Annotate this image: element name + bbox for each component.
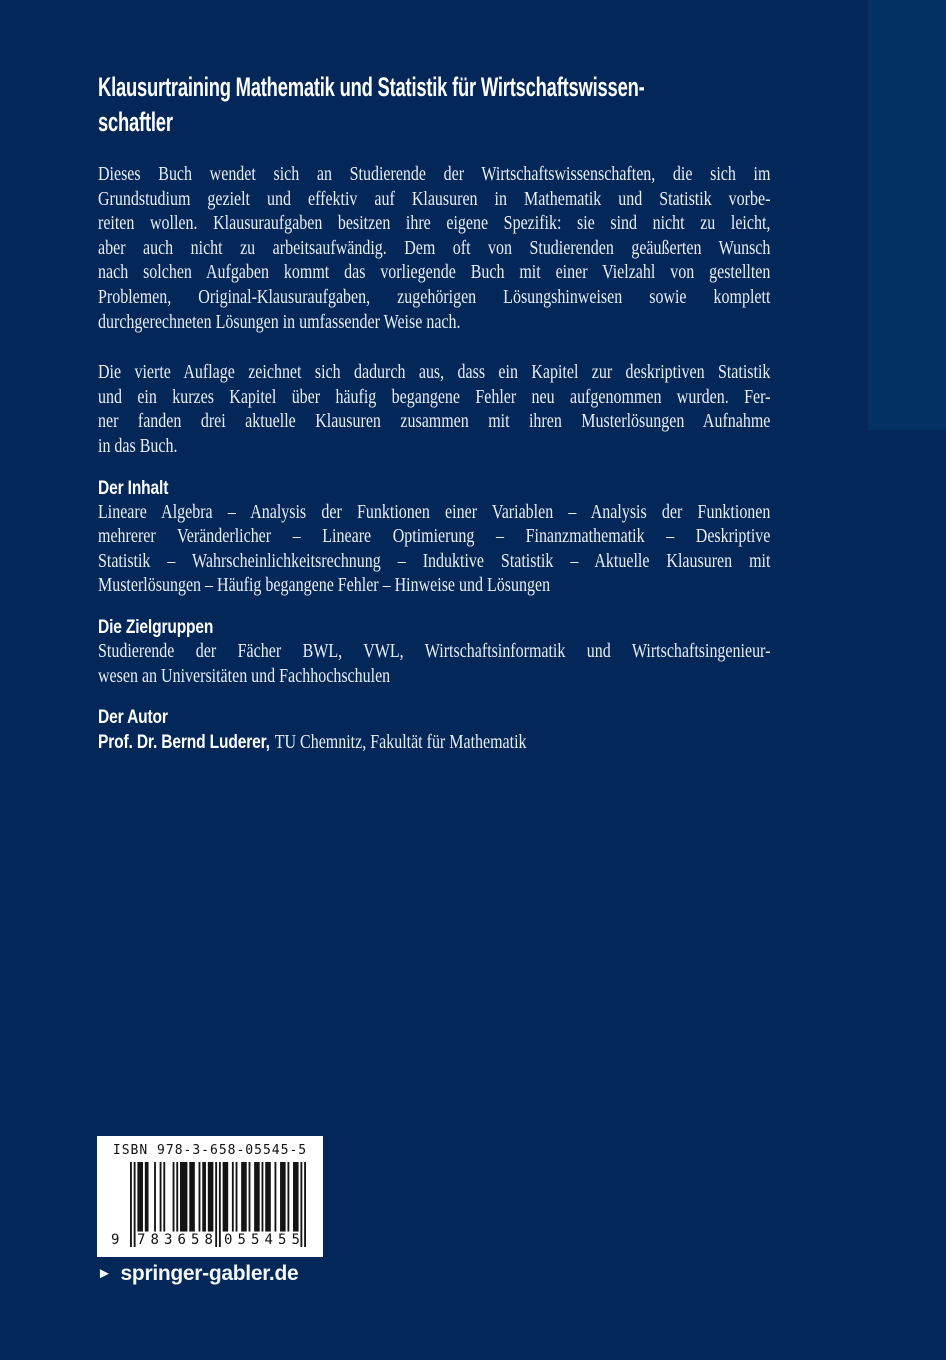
text-line: Lineare Algebra – Analysis der Funktionen einer Variablen – Analysis der Funktionen xyxy=(98,501,771,523)
text-line: wesen an Universitäten und Fachhochschulen xyxy=(98,665,391,687)
barcode-digits-left: 7 8 3 6 5 8 xyxy=(137,1232,213,1248)
publisher-url: springer-gabler.de xyxy=(120,1262,299,1285)
edge-stripe xyxy=(868,0,946,430)
text-line: ner fanden drei aktuelle Klausuren zusammen mit ihren Musterlösungen Aufnahme xyxy=(98,411,771,433)
book-title-line-2: schaftler xyxy=(98,107,173,137)
book-title xyxy=(98,70,770,140)
text-line: Die vierte Auflage zeichnet sich dadurch aus, dass ein Kapitel zur deskriptiven Statistik xyxy=(98,362,771,384)
text-line: Studierende der Fächer BWL, VWL, Wirtschaftsinformatik und Wirtschaftsingenieur- xyxy=(98,640,771,662)
publisher-link xyxy=(97,1261,298,1287)
barcode-digit-leading: 9 xyxy=(111,1232,120,1248)
section-heading-audience: Die Zielgruppen xyxy=(98,616,214,638)
author-name: Prof. Dr. Bernd Luderer, xyxy=(98,732,270,754)
text-line: und ein kurzes Kapitel über häufig begangene Fehler neu aufgenommen wurden. Fer- xyxy=(98,386,771,408)
author-affiliation: TU Chemnitz, Fakultät für Mathematik xyxy=(274,732,527,754)
isbn-number: ISBN 978-3-658-05545-5 xyxy=(112,1143,308,1158)
text-line: Problemen, Original-Klausuraufgaben, zugehörigen Lösungshinweisen sowie komplett xyxy=(98,286,771,308)
arrow-icon: ► xyxy=(97,1265,112,1282)
text-line: Musterlösungen – Häufig begangene Fehler – Hinweise und Lösungen xyxy=(98,575,551,597)
book-title-line-1: Klausurtraining Mathematik und Statistik für Wirtschaftswissen- xyxy=(98,72,645,102)
text-line: Statistik – Wahrscheinlichkeitsrechnung – Induktive Statistik – Aktuelle Klausuren mit xyxy=(98,550,771,572)
text-line: nach solchen Aufgaben kommt das vorliegende Buch mit einer Vielzahl von gestellten xyxy=(98,262,771,284)
isbn-barcode-block xyxy=(97,1136,323,1257)
text-line: Dieses Buch wendet sich an Studierende der Wirtschaftswissenschaften, die sich im xyxy=(98,164,771,185)
text-line: aber auch nicht zu arbeitsaufwändig. Dem oft von Studierenden geäußerten Wunsch xyxy=(98,237,771,259)
barcode-digits-right: 0 5 5 4 5 5 xyxy=(224,1232,300,1248)
text-line: durchgerechneten Lösungen in umfassender Weise nach. xyxy=(98,311,461,333)
section-heading-content: Der Inhalt xyxy=(98,477,169,499)
section-content-text xyxy=(98,501,770,599)
text-line: mehrerer Veränderlicher – Lineare Optimierung – Finanzmathematik – Deskriptive xyxy=(98,526,771,548)
description-paragraph-2 xyxy=(98,361,770,459)
text-line: Grundstudium gezielt und effektiv auf Klausuren in Mathematik und Statistik vorbe- xyxy=(98,188,771,210)
text-line: in das Buch. xyxy=(98,435,178,457)
author-line xyxy=(98,730,770,755)
text-column xyxy=(98,0,770,755)
text-line: reiten wollen. Klausuraufgaben besitzen ihre eigene Spezifik: sie sind nicht zu leicht, xyxy=(98,213,771,235)
section-audience-text xyxy=(98,640,770,689)
description-paragraph-1 xyxy=(98,163,770,335)
section-heading-author: Der Autor xyxy=(98,707,168,729)
